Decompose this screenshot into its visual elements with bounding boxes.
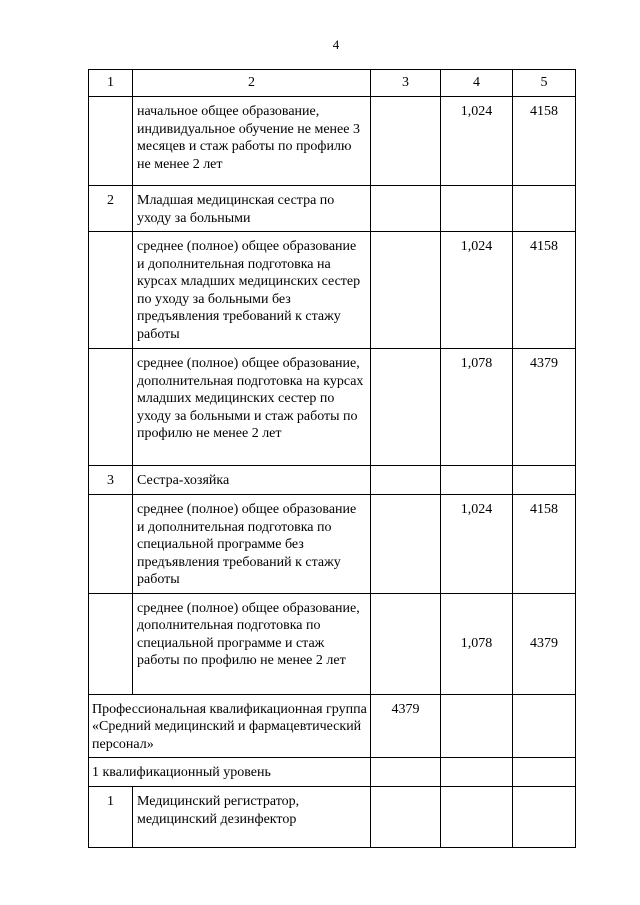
tariff-table xyxy=(88,69,576,848)
row-text-cell: Медицинский регистратор, медицинский дезинфектор xyxy=(133,787,371,848)
salary-cell xyxy=(513,186,576,232)
table-row xyxy=(89,466,576,495)
page-number: 4 xyxy=(332,37,340,52)
table-row xyxy=(89,787,576,848)
col5-cell xyxy=(513,694,576,758)
salary-cell: 4379 xyxy=(513,349,576,466)
col3-cell xyxy=(371,186,441,232)
coefficient-cell: 1,024 xyxy=(441,495,513,594)
row-text-cell: Младшая медицинская сестра по уходу за больными xyxy=(133,186,371,232)
coefficient-cell: 1,024 xyxy=(441,97,513,186)
coefficient-cell: 1,078 xyxy=(441,593,513,694)
col3-cell xyxy=(371,232,441,349)
header-cell: 3 xyxy=(371,70,441,97)
row-number-cell: 3 xyxy=(89,466,133,495)
col5-cell xyxy=(513,758,576,787)
row-text-cell: Сестра-хозяйка xyxy=(133,466,371,495)
salary-cell: 4158 xyxy=(513,232,576,349)
group-row xyxy=(89,694,576,758)
col4-cell xyxy=(441,787,513,848)
level-row xyxy=(89,758,576,787)
header-cell: 4 xyxy=(441,70,513,97)
col3-cell xyxy=(371,758,441,787)
table-row xyxy=(89,495,576,594)
coefficient-cell: 1,078 xyxy=(441,349,513,466)
row-number-cell xyxy=(89,97,133,186)
group-salary-cell: 4379 xyxy=(371,694,441,758)
row-text-cell: среднее (полное) общее образование, дополнительная подготовка на курсах младших медицинских сестер по уходу за больными и стаж работы по профилю не менее 2 лет xyxy=(133,349,371,466)
col4-cell xyxy=(441,694,513,758)
header-cell: 5 xyxy=(513,70,576,97)
col3-cell xyxy=(371,97,441,186)
level-title-cell: 1 квалификационный уровень xyxy=(89,758,371,787)
col5-cell xyxy=(513,787,576,848)
row-text-cell: среднее (полное) общее образование и дополнительная подготовка по специальной программе без предъявления требований к стажу работы xyxy=(133,495,371,594)
col3-cell xyxy=(371,495,441,594)
row-number-cell xyxy=(89,593,133,694)
row-number-cell xyxy=(89,495,133,594)
table-row xyxy=(89,232,576,349)
row-text-cell: среднее (полное) общее образование, дополнительная подготовка по специальной программе и стаж работы по профилю не менее 2 лет xyxy=(133,593,371,694)
table-row xyxy=(89,593,576,694)
row-number-cell: 1 xyxy=(89,787,133,848)
salary-cell: 4158 xyxy=(513,495,576,594)
coefficient-cell xyxy=(441,466,513,495)
col3-cell xyxy=(371,349,441,466)
row-number-cell: 2 xyxy=(89,186,133,232)
coefficient-cell: 1,024 xyxy=(441,232,513,349)
table-row xyxy=(89,349,576,466)
table-row xyxy=(89,186,576,232)
row-text-cell: начальное общее образование, индивидуальное обучение не менее 3 месяцев и стаж работы по профилю не менее 2 лет xyxy=(133,97,371,186)
col3-cell xyxy=(371,787,441,848)
col3-cell xyxy=(371,593,441,694)
salary-cell xyxy=(513,466,576,495)
coefficient-cell xyxy=(441,186,513,232)
group-title-cell: Профессиональная квалификационная группа «Средний медицинский и фармацевтический персонал» xyxy=(89,694,371,758)
row-number-cell xyxy=(89,349,133,466)
header-cell: 1 xyxy=(89,70,133,97)
col3-cell xyxy=(371,466,441,495)
table-header-row xyxy=(89,70,576,97)
row-text-cell: среднее (полное) общее образование и дополнительная подготовка на курсах младших медицинских сестер по уходу за больными без предъявления требований к стажу работы xyxy=(133,232,371,349)
col4-cell xyxy=(441,758,513,787)
row-number-cell xyxy=(89,232,133,349)
salary-cell: 4158 xyxy=(513,97,576,186)
table-row xyxy=(89,97,576,186)
header-cell: 2 xyxy=(133,70,371,97)
salary-cell: 4379 xyxy=(513,593,576,694)
